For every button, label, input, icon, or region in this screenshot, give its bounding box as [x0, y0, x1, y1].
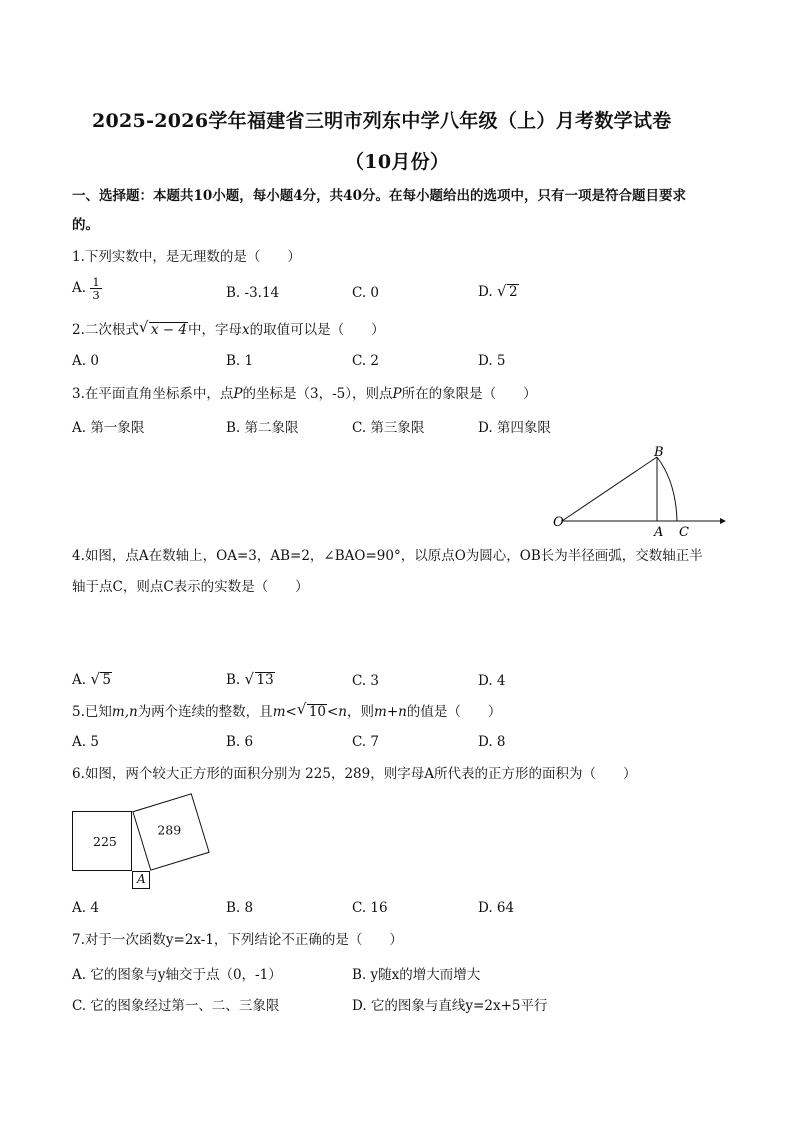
- q1-option-d-label: D.: [478, 284, 493, 300]
- square-225-label: 225: [93, 834, 117, 849]
- fraction-numerator: 1: [92, 275, 100, 289]
- square-225: [72, 811, 132, 871]
- exam-subtitle: （10月份）: [345, 151, 450, 173]
- q3-stem-pre: 3.在平面直角坐标系中，点: [72, 386, 234, 402]
- q1-option-b[interactable]: B. -3.14: [226, 285, 280, 301]
- axis-arrow-icon: [720, 518, 726, 524]
- q2-stem-post: 的取值可以是（ ）: [249, 322, 385, 338]
- question-6-stem: 6.如图，两个较大正方形的面积分别为 225，289，则字母A所代表的正方形的面积为（ ）: [72, 766, 637, 782]
- q5-stem-mid: 为两个连续的整数，且: [137, 704, 273, 720]
- question-4-stem: 4.如图，点A在数轴上，OA=3，AB=2，∠BAO=90°，以原点O为圆心，OB长为半径画弧，交数轴正半: [72, 548, 703, 564]
- label-o: O: [553, 515, 564, 530]
- exam-title: 2025-2026学年福建省三明市列东中学八年级（上）月考数学试卷: [92, 110, 672, 132]
- q6-option-b[interactable]: B. 8: [226, 900, 254, 916]
- q4-option-b-label: B.: [226, 672, 241, 688]
- q2-stem-mid: 中，字母: [188, 322, 242, 338]
- q2-variable: x: [242, 322, 250, 338]
- square-a: [132, 871, 150, 889]
- q1-option-a-label: A.: [72, 280, 87, 296]
- q2-option-a[interactable]: A. 0: [72, 353, 99, 369]
- q5-stem-post2: 的值是（ ）: [406, 704, 502, 720]
- square-a-label: A: [137, 872, 146, 886]
- radicand: 2: [508, 284, 518, 300]
- question-4-stem-cont: 轴于点C，则点C表示的实数是（ ）: [72, 579, 309, 595]
- q4-option-b[interactable]: [226, 672, 275, 688]
- q5-variables: m,n: [111, 704, 138, 720]
- q3-option-a[interactable]: A. 第一象限: [72, 420, 145, 436]
- square-289-label: 289: [157, 822, 182, 838]
- q2-option-b[interactable]: B. 1: [226, 353, 254, 369]
- q4-option-c[interactable]: C. 3: [352, 673, 380, 689]
- q7-option-b[interactable]: B. y随x的增大而增大: [352, 967, 481, 983]
- radicand: 5: [102, 672, 111, 688]
- q7-option-a[interactable]: A. 它的图象与y轴交于点（0，-1）: [72, 967, 282, 983]
- q3-option-c[interactable]: C. 第三象限: [352, 420, 425, 436]
- q3-point: P: [233, 386, 243, 402]
- sqrt-symbol: √ 5: [90, 670, 111, 688]
- q4-option-d[interactable]: D. 4: [478, 673, 506, 689]
- q2-option-d[interactable]: D. 5: [478, 353, 506, 369]
- q5-expression: m+n: [374, 704, 407, 720]
- sqrt-symbol: √ 2: [496, 282, 518, 300]
- q5-option-d[interactable]: D. 8: [478, 734, 506, 750]
- q5-n: <n: [327, 704, 348, 720]
- label-a: A: [654, 525, 664, 540]
- q4-number-line-figure: [548, 440, 728, 540]
- label-b: B: [654, 445, 664, 460]
- q5-option-b[interactable]: B. 6: [226, 734, 254, 750]
- radicand: x − 4: [150, 322, 187, 338]
- q1-option-a[interactable]: [72, 276, 102, 301]
- q5-option-c[interactable]: C. 7: [352, 734, 380, 750]
- q6-option-d[interactable]: D. 64: [478, 900, 515, 916]
- q7-option-c[interactable]: C. 它的图象经过第一、二、三象限: [72, 998, 280, 1014]
- q3-option-d[interactable]: D. 第四象限: [478, 420, 551, 436]
- q1-option-d[interactable]: [478, 284, 519, 300]
- question-2-stem: [72, 320, 385, 340]
- sqrt-symbol: √ 10: [296, 700, 326, 720]
- q4-option-a-label: A.: [72, 672, 87, 688]
- radicand: 10: [308, 704, 326, 720]
- q7-option-d[interactable]: D. 它的图象与直线y=2x+5平行: [352, 998, 548, 1014]
- sqrt-symbol: √ x − 4: [138, 318, 187, 338]
- question-7-stem: 7.对于一次函数y=2x-1，下列结论不正确的是（ ）: [72, 932, 403, 948]
- question-5-stem: [72, 702, 501, 722]
- sqrt-symbol: √ 13: [244, 670, 274, 688]
- q2-stem-pre: 2.二次根式: [72, 322, 139, 338]
- section-heading: 一、选择题：本题共10小题，每小题4分，共40分。在每小题给出的选项中，只有一项是符合题目要求: [72, 188, 686, 204]
- arc-bc: [657, 457, 677, 521]
- question-1-stem: 1.下列实数中，是无理数的是（ ）: [72, 249, 301, 265]
- q6-option-c[interactable]: C. 16: [352, 900, 388, 916]
- fraction-one-third: [90, 276, 101, 301]
- q3-point-2: P: [392, 386, 402, 402]
- q3-stem-mid: 的坐标是（3，-5），则点: [242, 386, 393, 402]
- radicand: 13: [256, 672, 274, 688]
- q4-option-a[interactable]: [72, 672, 112, 688]
- q2-option-c[interactable]: C. 2: [352, 353, 380, 369]
- fraction-denominator: 3: [92, 288, 100, 302]
- section-heading-cont: 的。: [72, 217, 99, 233]
- q5-stem-pre: 5.已知: [72, 704, 112, 720]
- q6-option-a[interactable]: A. 4: [72, 900, 99, 916]
- q5-stem-post1: ，则: [347, 704, 375, 720]
- q3-stem-post: 所在的象限是（ ）: [401, 386, 537, 402]
- square-289: [132, 793, 209, 870]
- question-3-stem: [72, 384, 537, 404]
- q1-option-c[interactable]: C. 0: [352, 285, 380, 301]
- q5-m: m<: [272, 704, 297, 720]
- q3-option-b[interactable]: B. 第二象限: [226, 420, 299, 436]
- q5-option-a[interactable]: A. 5: [72, 734, 99, 750]
- label-c: C: [679, 525, 689, 540]
- segment-ob: [562, 457, 657, 521]
